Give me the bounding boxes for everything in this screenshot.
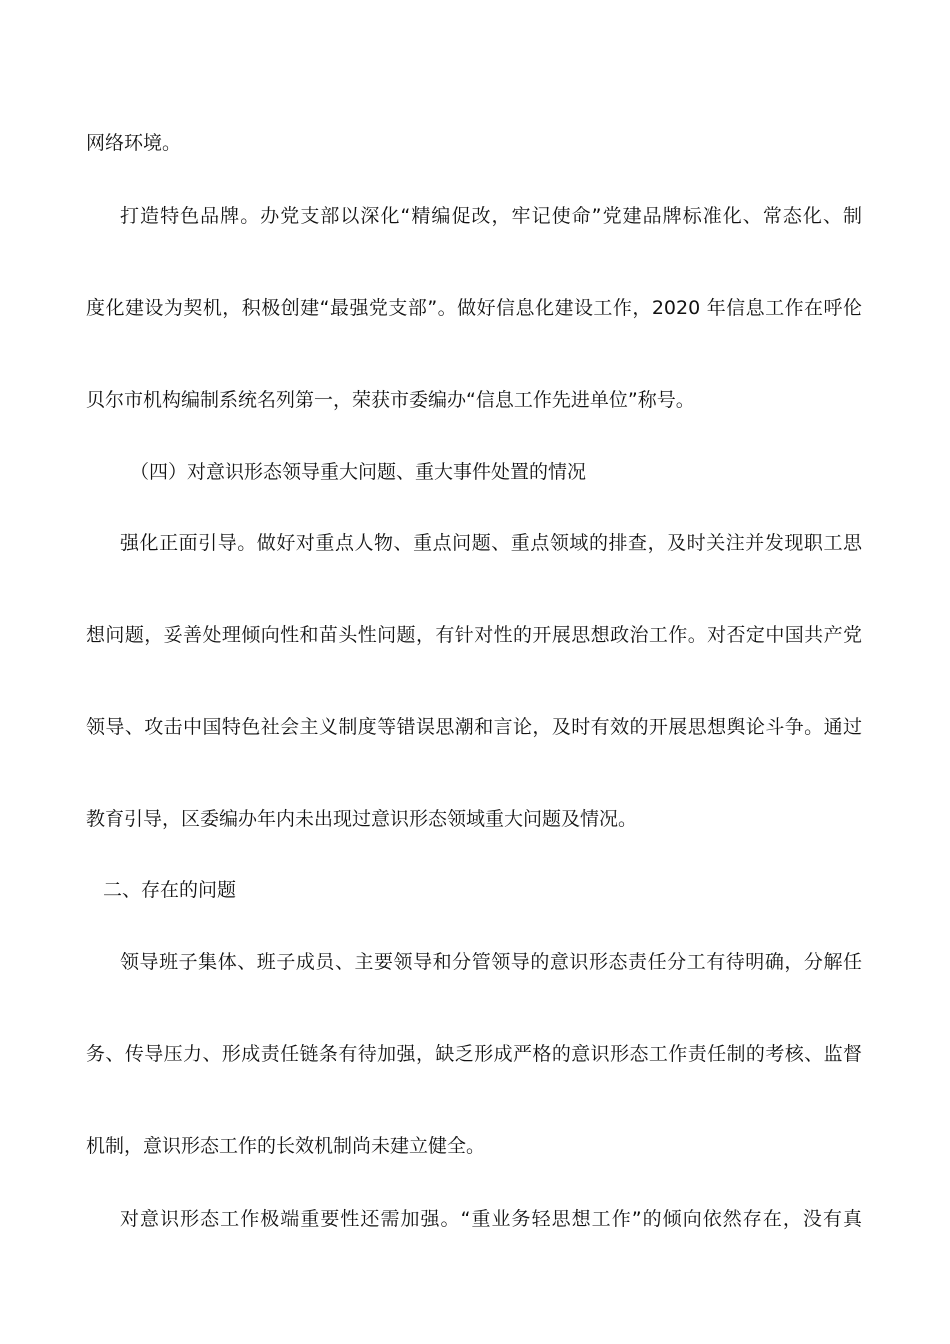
paragraph-line: 打造特色品牌。办党支部以深化“精编促改，牢记使命”党建品牌标准化、常态化、制 bbox=[120, 205, 862, 227]
section-heading: （四）对意识形态领导重大问题、重大事件处置的情况 bbox=[130, 461, 587, 483]
paragraph-line: 领导、攻击中国特色社会主义制度等错误思潮和言论，及时有效的开展思想舆论斗争。通过 bbox=[86, 716, 862, 738]
paragraph-line: 领导班子集体、班子成员、主要领导和分管领导的意识形态责任分工有待明确，分解任 bbox=[120, 951, 862, 973]
paragraph-line: 对意识形态工作极端重要性还需加强。“重业务轻思想工作”的倾向依然存在，没有真 bbox=[120, 1208, 862, 1230]
section-heading: 二、存在的问题 bbox=[103, 879, 237, 901]
paragraph-line: 强化正面引导。做好对重点人物、重点问题、重点领域的排查，及时关注并发现职工思 bbox=[120, 532, 862, 554]
paragraph-line: 度化建设为契机，积极创建“最强党支部”。做好信息化建设工作，2020 年信息工作在呼伦 bbox=[86, 297, 862, 319]
paragraph-line: 想问题，妥善处理倾向性和苗头性问题，有针对性的开展思想政治工作。对否定中国共产党 bbox=[86, 624, 862, 646]
paragraph-line: 务、传导压力、形成责任链条有待加强，缺乏形成严格的意识形态工作责任制的考核、监督 bbox=[86, 1043, 862, 1065]
paragraph-line: 网络环境。 bbox=[86, 132, 182, 154]
paragraph-line: 贝尔市机构编制系统名列第一，荣获市委编办“信息工作先进单位”称号。 bbox=[86, 389, 695, 411]
paragraph-line: 机制，意识形态工作的长效机制尚未建立健全。 bbox=[86, 1135, 486, 1157]
paragraph-line: 教育引导，区委编办年内未出现过意识形态领域重大问题及情况。 bbox=[86, 808, 638, 830]
